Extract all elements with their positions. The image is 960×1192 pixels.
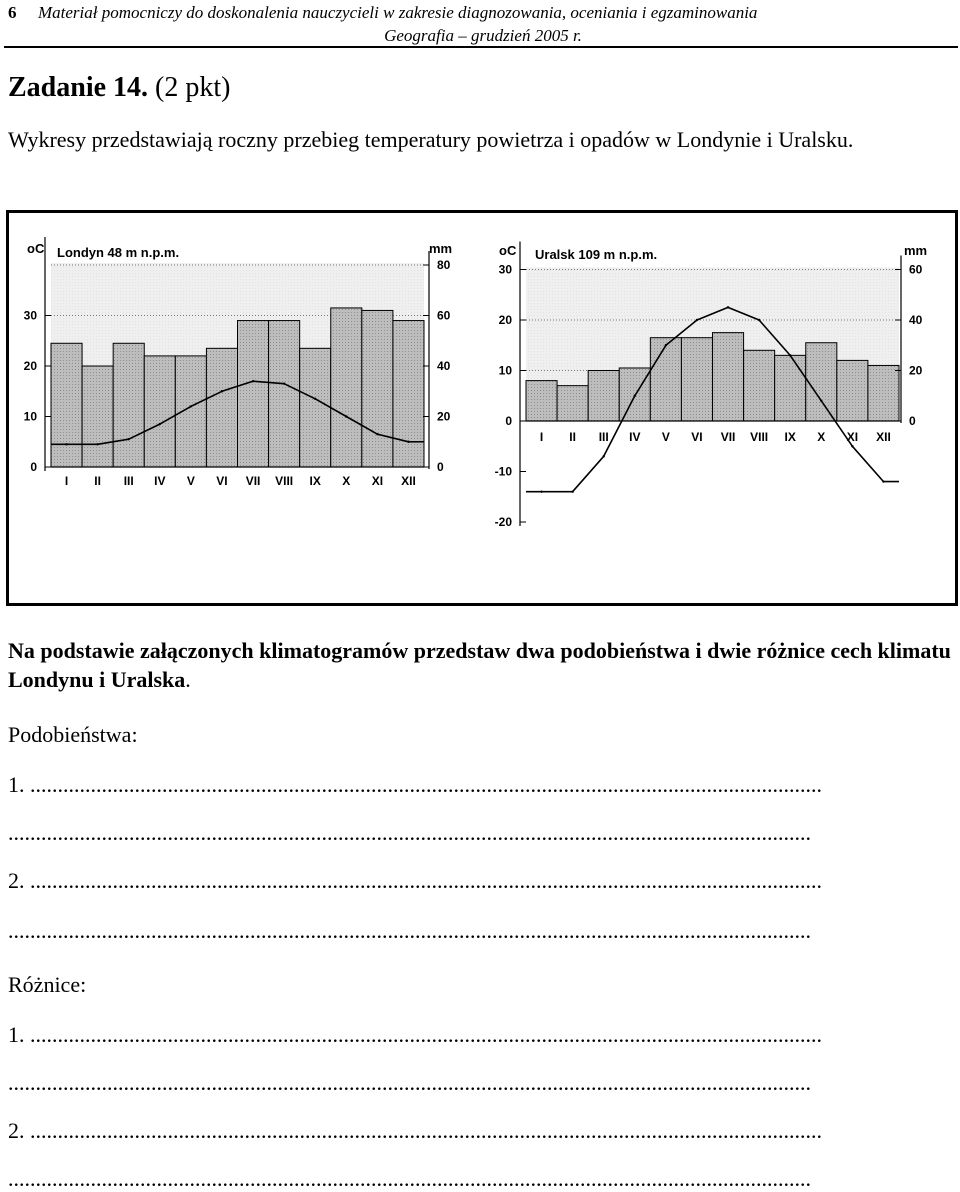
precipitation-tick-label: 0: [909, 414, 916, 428]
precip-bar: [588, 371, 619, 422]
month-label: VIII: [750, 430, 769, 444]
month-label: IV: [629, 430, 641, 444]
month-label: IX: [784, 430, 796, 444]
climatogram-title: Uralsk 109 m n.p.m.: [535, 247, 658, 262]
month-label: XII: [401, 474, 416, 488]
precipitation-tick-label: 20: [909, 363, 923, 378]
precip-bar: [775, 355, 806, 421]
precip-bar: [868, 365, 899, 421]
answer-line[interactable]: 1. ................................................................................................................................................: [8, 772, 822, 797]
temperature-point: [696, 319, 698, 321]
temperature-point: [851, 445, 853, 447]
precip-bar: [713, 333, 744, 421]
task-question: [8, 636, 954, 694]
month-label: V: [661, 430, 670, 444]
precip-bar: [238, 321, 269, 467]
answer-line[interactable]: ..................................................................................................................................................: [8, 1070, 811, 1095]
temperature-point: [65, 443, 67, 445]
task-number: Zadanie 14.: [8, 72, 149, 103]
task-question-end: .: [185, 667, 191, 692]
climatograms-svg: [9, 213, 955, 603]
precip-bar: [837, 360, 868, 421]
answer-line[interactable]: 2. ................................................................................................................................................: [8, 868, 822, 893]
answer-line[interactable]: ..................................................................................................................................................: [8, 918, 811, 943]
month-label: IV: [154, 474, 166, 488]
precip-bar: [144, 356, 175, 467]
temperature-tick-label: 30: [23, 308, 37, 323]
temperature-point: [571, 491, 573, 493]
month-label: II: [94, 474, 101, 488]
temperature-point: [159, 423, 161, 425]
month-label: VI: [216, 474, 228, 488]
precipitation-tick-label: 20: [437, 409, 451, 424]
precip-bar: [393, 321, 424, 467]
precipitation-tick-label: 40: [909, 313, 923, 327]
month-label: IX: [309, 474, 321, 488]
month-label: I: [64, 474, 69, 488]
temperature-tick-label: 30: [498, 262, 512, 277]
temperature-tick-label: 20: [498, 313, 512, 327]
temperature-tick-label: 10: [498, 363, 512, 378]
task-intro: Wykresy przedstawiają roczny przebieg temperatury powietrza i opadów w Londynie i Uralsku.: [8, 127, 854, 152]
temperature-unit-label: oC: [27, 241, 45, 256]
month-label: X: [817, 430, 826, 444]
task-title: [8, 72, 230, 104]
header-subject: Geografia – grudzień 2005 r.: [384, 26, 582, 45]
precip-bar: [206, 348, 237, 467]
temperature-point: [540, 491, 542, 493]
temperature-point: [314, 398, 316, 400]
task-question-text: Na podstawie załączonych klimatogramów przedstaw dwa podobieństwa i dwie różnice cech klimatu Londynu i Uralska: [8, 638, 951, 692]
precipitation-unit-label: mm: [429, 241, 453, 256]
temperature-point: [789, 354, 791, 356]
differences-label: Różnice:: [8, 972, 87, 997]
answer-line[interactable]: 1. ................................................................................................................................................: [8, 1022, 822, 1047]
temperature-tick-label: 20: [23, 359, 37, 373]
temperature-point: [634, 395, 636, 397]
temperature-unit-label: oC: [499, 243, 517, 258]
temperature-tick-label: 0: [505, 414, 512, 428]
precip-bar: [806, 343, 837, 421]
precip-bar: [744, 350, 775, 421]
precipitation-tick-label: 0: [437, 460, 444, 474]
answer-line[interactable]: ..................................................................................................................................................: [8, 1166, 811, 1191]
month-label: VII: [245, 474, 261, 488]
task-points: (2 pkt): [155, 72, 231, 103]
precipitation-tick-label: 60: [437, 308, 451, 323]
precipitation-unit-label: mm: [904, 243, 928, 258]
precip-bar: [269, 321, 300, 467]
precip-bar: [681, 338, 712, 421]
temperature-tick-label: -10: [494, 464, 512, 479]
temperature-point: [345, 415, 347, 417]
month-label: VII: [720, 430, 736, 444]
climatogram-figure: [6, 210, 958, 606]
month-label: I: [539, 430, 544, 444]
month-label: XI: [371, 474, 384, 488]
temperature-point: [221, 390, 223, 392]
similarities-label: Podobieństwa:: [8, 722, 138, 747]
month-label: V: [186, 474, 195, 488]
month-label: XII: [876, 430, 891, 444]
precipitation-tick-label: 60: [909, 262, 923, 277]
precip-bar: [113, 343, 144, 467]
precipitation-tick-label: 40: [437, 359, 451, 373]
header-divider: [4, 46, 958, 48]
temperature-point: [96, 443, 98, 445]
precip-bar: [331, 308, 362, 467]
temperature-point: [882, 480, 884, 482]
temperature-point: [252, 380, 254, 382]
temperature-tick-label: 0: [30, 460, 37, 474]
temperature-point: [665, 344, 667, 346]
month-label: II: [569, 430, 576, 444]
answer-line[interactable]: ..................................................................................................................................................: [8, 820, 811, 845]
header-publication: Materiał pomocniczy do doskonalenia nauczycieli w zakresie diagnozowania, oceniania i egzaminowania: [38, 3, 758, 22]
precip-bar: [526, 381, 557, 421]
temperature-point: [376, 433, 378, 435]
precip-bar: [557, 386, 588, 421]
precip-bar: [650, 338, 681, 421]
temperature-tick-label: 10: [23, 409, 37, 424]
page-number: 6: [8, 3, 17, 22]
precip-bar: [362, 310, 393, 467]
month-label: III: [598, 430, 609, 444]
month-label: III: [123, 474, 134, 488]
climatogram-title: Londyn 48 m n.p.m.: [57, 245, 180, 260]
month-label: X: [342, 474, 351, 488]
temperature-point: [727, 306, 729, 308]
temperature-point: [128, 438, 130, 440]
precipitation-tick-label: 80: [437, 258, 451, 272]
temperature-point: [283, 382, 285, 384]
temperature-point: [407, 441, 409, 443]
precip-bar: [300, 348, 331, 467]
month-label: XI: [846, 430, 859, 444]
temperature-point: [758, 319, 760, 321]
precip-bar: [175, 356, 206, 467]
temperature-tick-label: -20: [494, 515, 512, 529]
precip-bar: [51, 343, 82, 467]
temperature-point: [603, 455, 605, 457]
temperature-point: [190, 405, 192, 407]
month-label: VIII: [275, 474, 294, 488]
precip-bar: [82, 366, 113, 467]
month-label: VI: [691, 430, 703, 444]
answer-line[interactable]: 2. ................................................................................................................................................: [8, 1118, 822, 1143]
temperature-point: [820, 400, 822, 402]
